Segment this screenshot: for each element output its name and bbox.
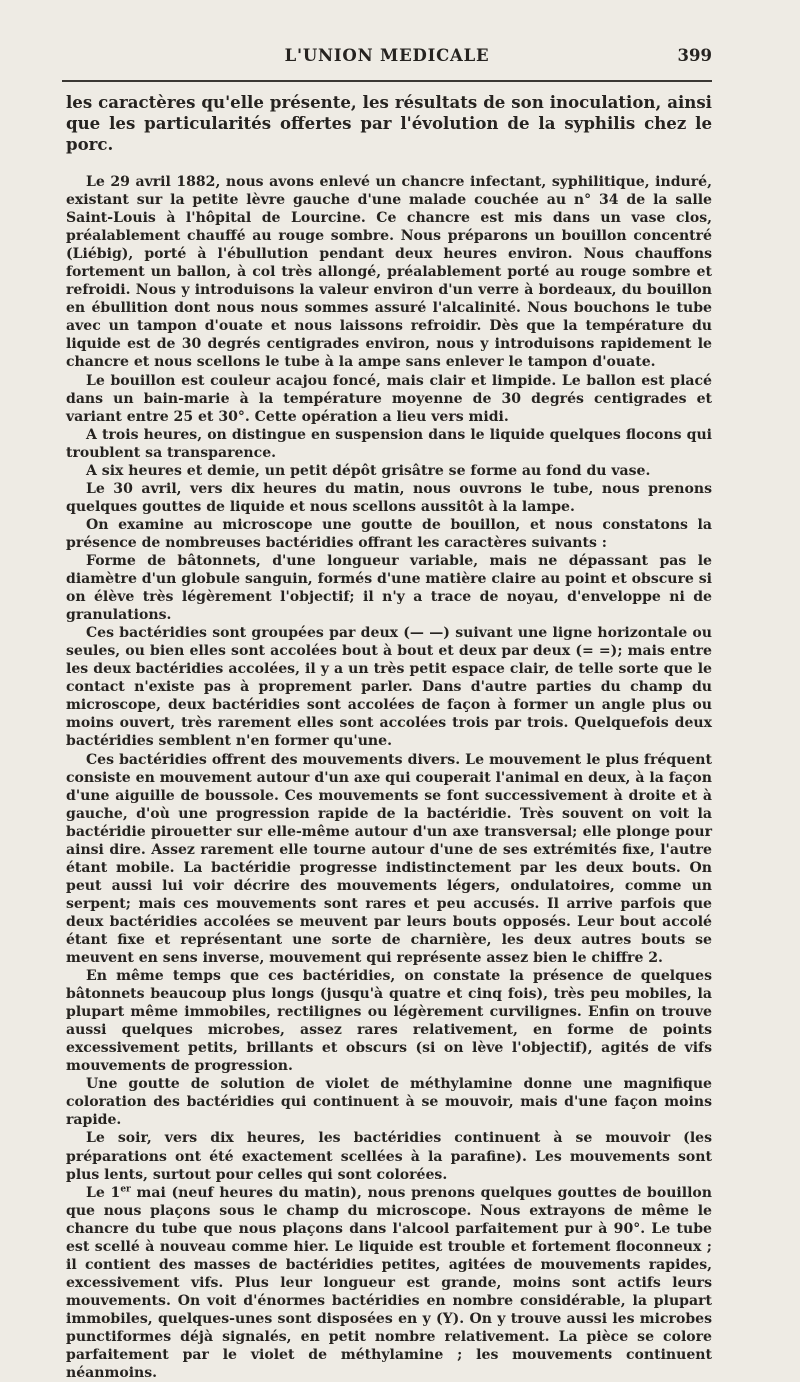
paragraph-six-hours: A six heures et demie, un petit dépôt grisâtre se forme au fond du vase. [86, 462, 651, 479]
paragraph-movements: Ces bactéridies offrent des mouvements divers. Le mouvement le plus fréquent consiste en mouvement autour d'un axe qui couperait l'animal en deux, à la façon d'une aiguille de boussole. Ces mouvements se font successivement à droite et à gauche, d'où une progression rapide de la bactéridie. Très souvent on voit la bactéridie pirouetter sur elle-même autour d'un axe transversal; elle plonge pour ainsi dire. Assez rarement elle tourne autour d'une de ses extrémités fixe, l'autre étant mobile. La bactéridie progresse indistinctement par les deux bouts. On peut aussi lui voir décrire des mouvements légers, ondulatoires, comme un serpent; mais ces mouvements sont rares et peu accusés. Il arrive parfois que deux bactéridies accolées se meuvent par leurs bouts opposés. Leur bout accolé étant fixe et représentant une sorte de charnière, les deux autres bouts se meuvent en sens inverse, mouvement qui représente assez bien le chiffre 2. [66, 751, 712, 967]
running-header [62, 46, 712, 74]
paragraph-chancre-preparation: Le 29 avril 1882, nous avons enlevé un chancre infectant, syphilitique, induré, existant sur la petite lèvre gauche d'une malade couchée au n° 34 de la salle Saint-Louis à l'hôpital de Lourcine. Ce chancre est mis dans un vase clos, préalablement chauffé au rouge sombre. Nous préparons un bouillon concentré (Liébig), porté à l'ébullution pendant deux heures environ. Nous chauffons fortement un ballon, à col très allongé, préalablement porté au rouge sombre et refroidi. Nous y introduisons la valeur environ d'un verre à bordeaux, du bouillon en ébullition dont nous nous sommes assuré l'alcalinité. Nous bouchons le tube avec un tampon d'ouate et nous laissons refroidir. Dès que la température du liquide est de 30 degrés centigrades environ, nous y introduisons rapidement le chancre et nous scellons le tube à la ampe sans enlever le tampon d'ouate. [66, 174, 712, 371]
paragraph-long-batonnets: En même temps que ces bactéridies, on constate la présence de quelques bâtonnets beaucoup plus longs (jusqu'à quatre et cinq fois), très peu mobiles, la plupart même immobiles, rectilignes ou légèrement curvilignes. Enfin on trouve aussi quelques microbes, assez rares relativement, en forme de points excessivement petits, brillants et obscurs (si on lève l'objectif), agités de vifs mouvements de progression. [66, 968, 712, 1075]
paragraph-bouillon-color: Le bouillon est couleur acajou foncé, mais clair et limpide. Le ballon est placé dans un bain-marie à la température moyenne de 30 degrés centigrades et variant entre 25 et 30°. Cette opération a lieu vers midi. [66, 372, 712, 425]
day-number: 1 [110, 1184, 121, 1201]
page-number: 399 [677, 46, 712, 65]
paragraph-may-prefix: Le [86, 1184, 111, 1201]
paragraph-grouping: Ces bactéridies sont groupées par deux (— —) suivant une ligne horizontale ou seules, ou bien elles sont accolées bout à bout et deux par deux (= =); mais entre les deux bactéridies accolées, il y a un très petit espace clair, de telle sorte que le contact n'existe pas à proprement parler. Dans d'autre parties du champ du microscope, deux bactéridies sont accolées de façon à former un angle plus ou moins ouvert, très rarement elles sont accolées trois par trois. Quelquefois deux bactéridies semblent n'en former qu'une. [66, 625, 712, 750]
paragraph-continuation: les caractères qu'elle présente, les résultats de son inoculation, ainsi que les particularités offertes par l'évolution de la syphilis chez le porc. [66, 92, 712, 154]
paragraph-april-30: Le 30 avril, vers dix heures du matin, nous ouvrons le tube, nous prenons quelques gouttes de liquide et nous scellons aussitôt à la lampe. [66, 480, 712, 515]
journal-title: L'UNION MEDICALE [284, 46, 490, 65]
paragraph-three-hours: A trois heures, on distingue en suspension dans le liquide quelques flocons qui troublent sa transparence. [66, 426, 712, 461]
paragraph-batonnets-form: Forme de bâtonnets, d'une longueur variable, mais ne dépassant pas le diamètre d'un globule sanguin, formés d'une matière claire au point et obscure si on élève très légèrement l'objectif; il n'y a trace de noyau, d'enveloppe ni de granulations. [66, 552, 712, 624]
header-rule [62, 80, 712, 82]
article-body [66, 92, 712, 1382]
paragraph-microscope-exam: On examine au microscope une goutte de bouillon, et nous constatons la présence de nombreuses bactéridies offrant les caractères suivants : [66, 516, 712, 551]
paragraph-evening: Le soir, vers dix heures, les bactéridies continuent à se mouvoir (les préparations ont été exactement scellées à la parafine). Les mouvements sont plus lents, surtout pour celles qui sont colorées. [66, 1130, 712, 1183]
paragraph-methylamine: Une goutte de solution de violet de méthylamine donne une magnifique coloration des bactéridies qui continuent à se mouvoir, mais d'une façon moins rapide. [66, 1076, 712, 1129]
ordinal-suffix: er [120, 1183, 131, 1194]
paragraph-may-text: mai (neuf heures du matin), nous prenons quelques gouttes de bouillon que nous plaçons sous le champ du microscope. Nous extrayons de même le chancre du tube que nous plaçons dans l'alcool parfaitement pur à 90°. Le tube est scellé à nouveau comme hier. Le liquide est trouble et fortement floconneux ; il contient des masses de bactéridies petites, agitées de mouvements rapides, excessivement vifs. Plus leur longueur est grande, moins sont actifs leurs mouvements. On voit d'énormes bactéridies en nombre considérable, la plupart immobiles, quelques-unes sont disposées en y (Y). On y trouve aussi les microbes punctiformes déjà signalés, en petit nombre relativement. La pièce se colore parfaitement par le violet de méthylamine ; les mouvements continuent néanmoins. [66, 1184, 712, 1382]
paragraph-may-first [66, 1184, 712, 1382]
